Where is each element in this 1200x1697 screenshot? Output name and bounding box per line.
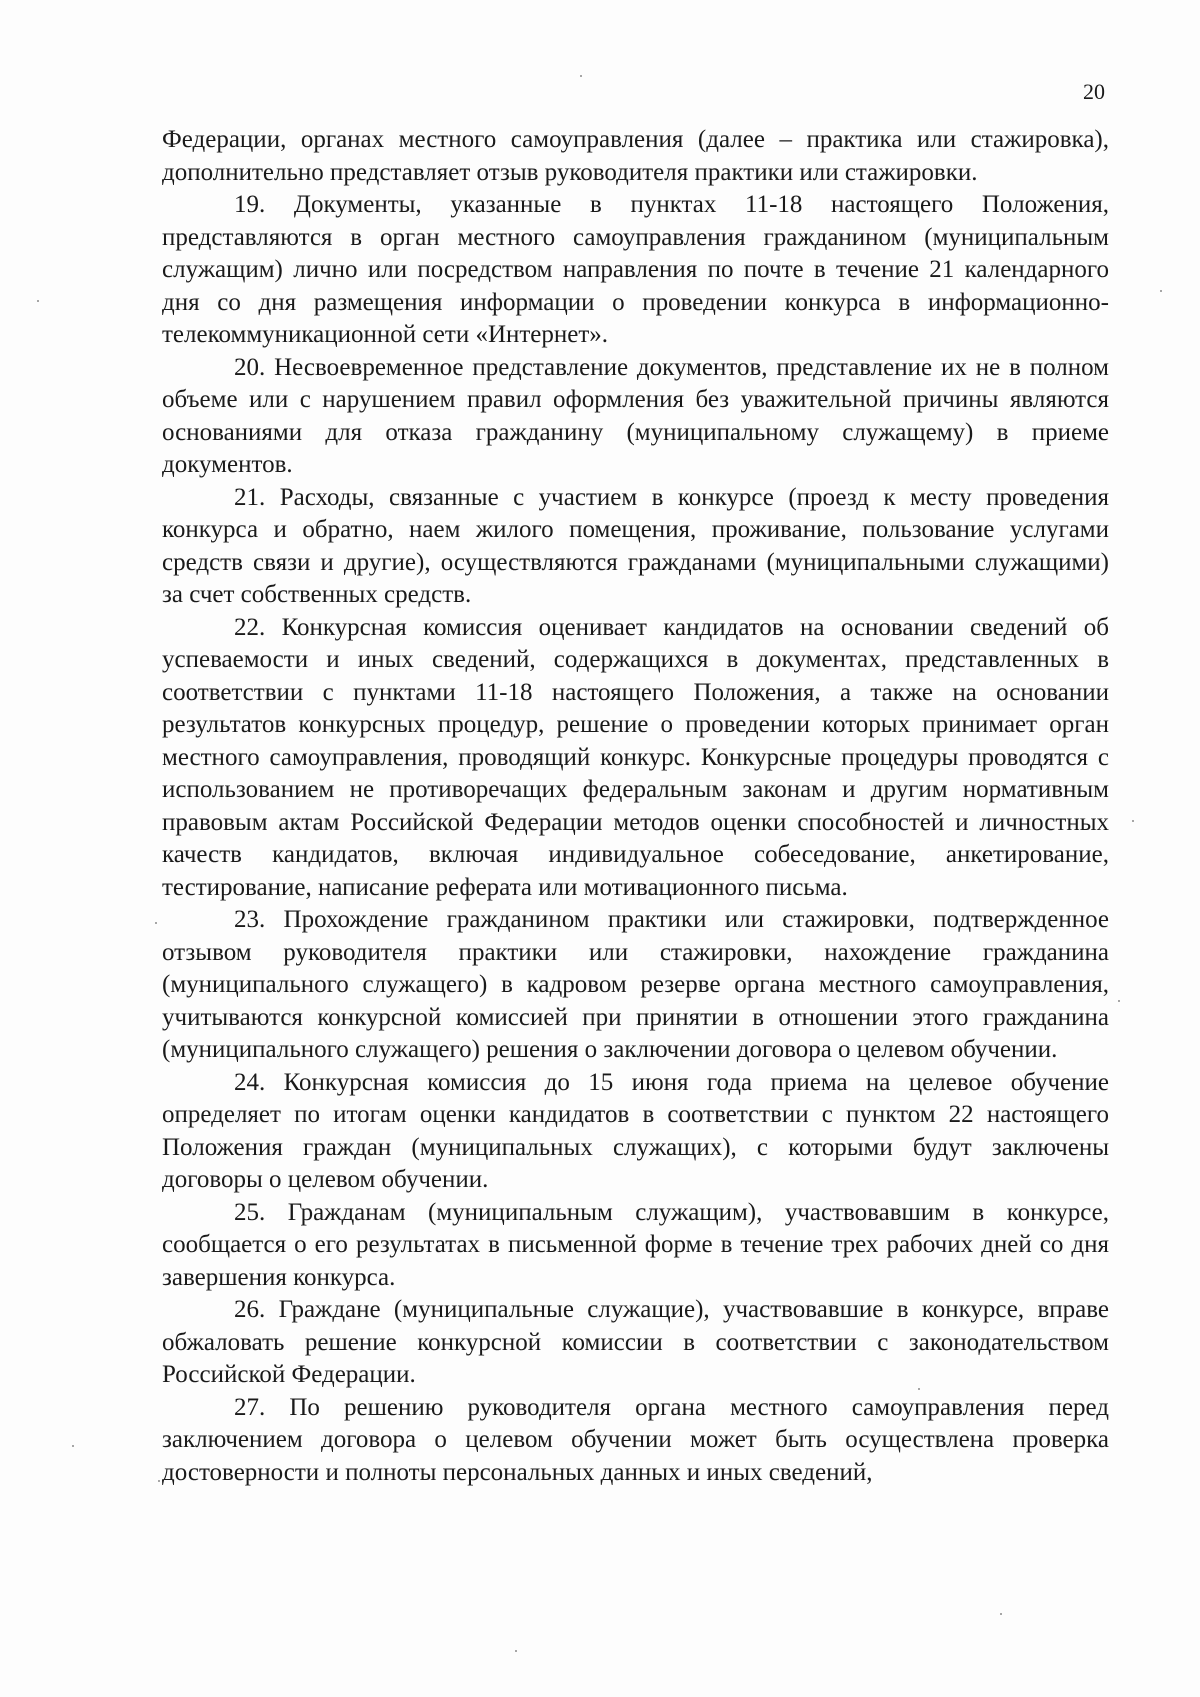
paragraph-item-27: 27. По решению руководителя органа местного самоуправления перед заключением договора о целевом обучении может быть осуществлена проверка достоверности и полноты персональных данных и иных сведений,: [162, 1393, 1109, 1486]
paragraph-item-26: 26. Граждане (муниципальные служащие), участвовавшие в конкурсе, вправе обжаловать решение конкурсной комиссии в соответствии с законодательством Российской Федерации.: [162, 1296, 1109, 1388]
paragraph-item-22: 22. Конкурсная комиссия оценивает кандидатов на основании сведений об успеваемости и иных сведений, содержащихся в документах, представленных в соответствии с пунктами 11-18 настоящего Положения, а также на основании результатов конкурсных процедур, решение о проведении которых принимает орган местного самоуправления, проводящий конкурс. Конкурсные процедуры проводятся с использованием не противоречащих федеральным законам и другим нормативным правовым актам Российской Федерации методов оценки способностей и личностных качеств кандидатов, включая индивидуальное собеседование, анкетирование, тестирование, написание реферата или мотивационного письма.: [162, 613, 1109, 901]
paragraph-continuation: Федерации, органах местного самоуправления (далее – практика или стажировка), дополнительно представляет отзыв руководителя практики или стажировки.: [162, 126, 1109, 186]
scan-speck: [37, 300, 39, 302]
page-number: 20: [1083, 79, 1105, 104]
paragraph-item-23: 23. Прохождение гражданином практики или стажировки, подтвержденное отзывом руководителя практики или стажировки, нахождение гражданина (муниципального служащего) в кадровом резерве органа местного самоуправления, учитываются конкурсной комиссией при принятии в отношении этого гражданина (муниципального служащего) решения о заключении договора о целевом обучении.: [162, 906, 1109, 1063]
scan-speck: [1000, 1613, 1002, 1615]
paragraph-item-24: 24. Конкурсная комиссия до 15 июня года приема на целевое обучение определяет по итогам оценки кандидатов в соответствии с пунктом 22 настоящего Положения граждан (муниципальных служащих), с которыми будут заключены договоры о целевом обучении.: [162, 1068, 1109, 1193]
scan-speck: [580, 75, 582, 77]
paragraph-item-21: 21. Расходы, связанные с участием в конкурсе (проезд к месту проведения конкурса и обратно, наем жилого помещения, проживание, пользование услугами средств связи и другие), осуществляются гражданами (муниципальными служащими) за счет собственных средств.: [162, 483, 1109, 608]
paragraph-item-25: 25. Гражданам (муниципальным служащим), участвовавшим в конкурсе, сообщается о его результатах в письменной форме в течение трех рабочих дней со дня завершения конкурса.: [162, 1198, 1109, 1291]
document-body: [162, 124, 1109, 1489]
scan-speck: [1160, 290, 1162, 292]
scan-speck: [1118, 1000, 1120, 1002]
paragraph-item-19: 19. Документы, указанные в пунктах 11-18 настоящего Положения, представляются в орган местного самоуправления гражданином (муниципальным служащим) лично или посредством направления по почте в течение 21 календарного дня со дня размещения информации о проведении конкурса в информационно-телекоммуникационной сети «Интернет».: [162, 191, 1109, 348]
scan-speck: [155, 922, 157, 924]
scan-speck: [1132, 820, 1134, 822]
scan-speck: [515, 1650, 517, 1652]
paragraph-item-20: 20. Несвоевременное представление документов, представление их не в полном объеме или с нарушением правил оформления без уважительной причины являются основаниями для отказа гражданину (муниципальному служащему) в приеме документов.: [162, 353, 1109, 478]
scan-speck: [158, 1480, 160, 1482]
scan-speck: [72, 1445, 74, 1447]
